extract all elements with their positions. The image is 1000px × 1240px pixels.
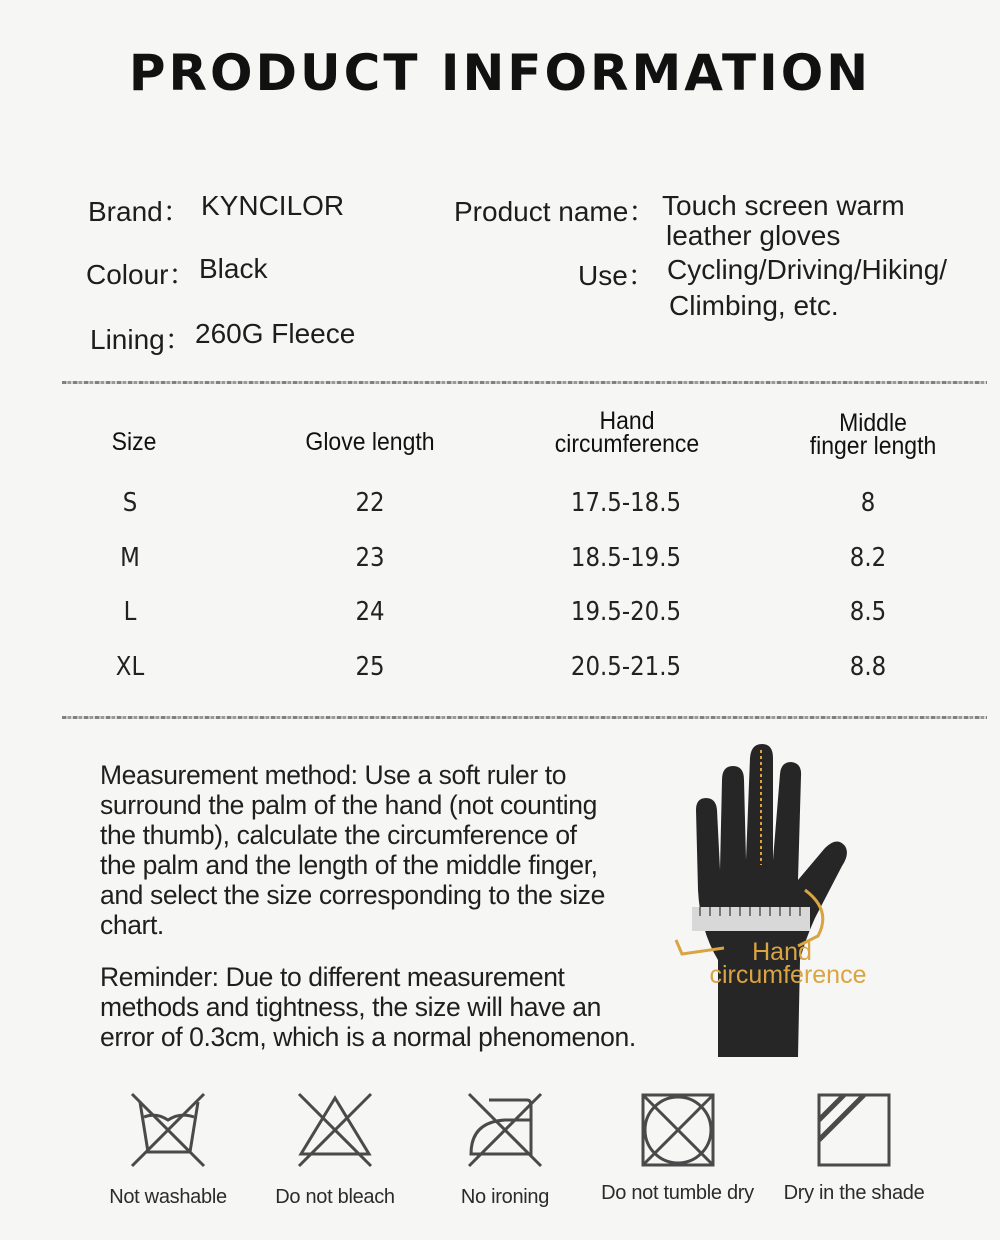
- care-label: No ironing: [460, 1186, 550, 1208]
- measurement-method-text: [100, 760, 690, 940]
- text-line: error of 0.3cm, which is a normal phenomenon.: [100, 1022, 636, 1052]
- product-name-value-1: Touch screen warm: [662, 190, 905, 221]
- use-value-2: Climbing, etc.: [669, 290, 839, 321]
- text-line: surround the palm of the hand (not counting: [100, 790, 597, 820]
- header-hand-circ-1: Hand: [599, 407, 655, 435]
- care-label: Do not bleach: [275, 1186, 395, 1208]
- header-middle-1: Middle: [839, 409, 907, 437]
- colour-label: Colour：: [86, 259, 197, 290]
- care-no-ironing: [445, 1092, 565, 1209]
- no-ironing-icon: [465, 1092, 545, 1172]
- care-do-not-bleach: [265, 1092, 405, 1209]
- care-label: Do not tumble dry: [601, 1182, 754, 1204]
- cell-middle-finger: 8.2: [849, 543, 887, 573]
- text-line: the palm and the length of the middle finger,: [100, 850, 598, 880]
- text-line: the thumb), calculate the circumference of: [100, 820, 577, 850]
- header-hand-circ-2: circumference: [554, 430, 700, 458]
- cell-middle-finger: 8: [860, 488, 876, 518]
- svg-text:Hand: Hand: [752, 938, 812, 966]
- cell-hand-circumference: 18.5-19.5: [570, 543, 682, 573]
- header-glove-length: Glove length: [305, 428, 435, 456]
- header-middle-2: finger length: [809, 432, 937, 460]
- cell-hand-circumference: 19.5-20.5: [570, 597, 682, 627]
- svg-text:circumference: circumference: [709, 961, 867, 989]
- header-size: Size: [111, 428, 157, 456]
- cell-hand-circumference: 20.5-21.5: [570, 652, 682, 682]
- cell-size: M: [120, 543, 140, 573]
- use-value-1: Cycling/Driving/Hiking/: [667, 254, 948, 285]
- page-title: PRODUCT INFORMATION: [128, 44, 872, 102]
- use-label: Use：: [578, 260, 656, 291]
- cell-glove-length: 25: [355, 652, 385, 682]
- care-dry-in-shade: [773, 1092, 935, 1205]
- cell-size: S: [122, 488, 138, 518]
- cell-middle-finger: 8.5: [849, 597, 887, 627]
- text-line: and select the size corresponding to the size: [100, 880, 605, 910]
- brand-value: KYNCILOR: [201, 190, 345, 221]
- not-washable-icon: [128, 1092, 208, 1172]
- hand-measurement-diagram: [660, 740, 900, 1070]
- cell-middle-finger: 8.8: [849, 652, 887, 682]
- lining-label: Lining：: [90, 324, 193, 355]
- product-name-value-2: leather gloves: [666, 220, 841, 251]
- do-not-tumble-dry-icon: [640, 1092, 716, 1168]
- care-not-washable: [100, 1092, 236, 1209]
- cell-glove-length: 22: [355, 488, 385, 518]
- cell-glove-length: 24: [355, 597, 385, 627]
- divider-top: [62, 381, 987, 384]
- lining-value: 260G Fleece: [195, 318, 356, 349]
- dry-in-shade-icon: [816, 1092, 892, 1168]
- do-not-bleach-icon: [295, 1092, 375, 1172]
- cell-size: XL: [115, 652, 145, 682]
- cell-glove-length: 23: [355, 543, 385, 573]
- divider-bottom: [62, 716, 987, 719]
- text-line: chart.: [100, 910, 164, 940]
- hand-icon: [660, 740, 900, 1070]
- brand-label: Brand：: [88, 196, 191, 227]
- reminder-text: [100, 962, 690, 1052]
- cell-hand-circumference: 17.5-18.5: [570, 488, 682, 518]
- care-label: Not washable: [109, 1186, 227, 1208]
- text-line: Reminder: Due to different measurement: [100, 962, 565, 992]
- text-line: methods and tightness, the size will have an: [100, 992, 601, 1022]
- care-label: Dry in the shade: [783, 1182, 925, 1204]
- product-name-label: Product name：: [454, 196, 657, 227]
- colour-value: Black: [199, 253, 268, 284]
- cell-size: L: [123, 597, 137, 627]
- care-do-not-tumble-dry: [590, 1092, 765, 1205]
- text-line: Measurement method: Use a soft ruler to: [100, 760, 567, 790]
